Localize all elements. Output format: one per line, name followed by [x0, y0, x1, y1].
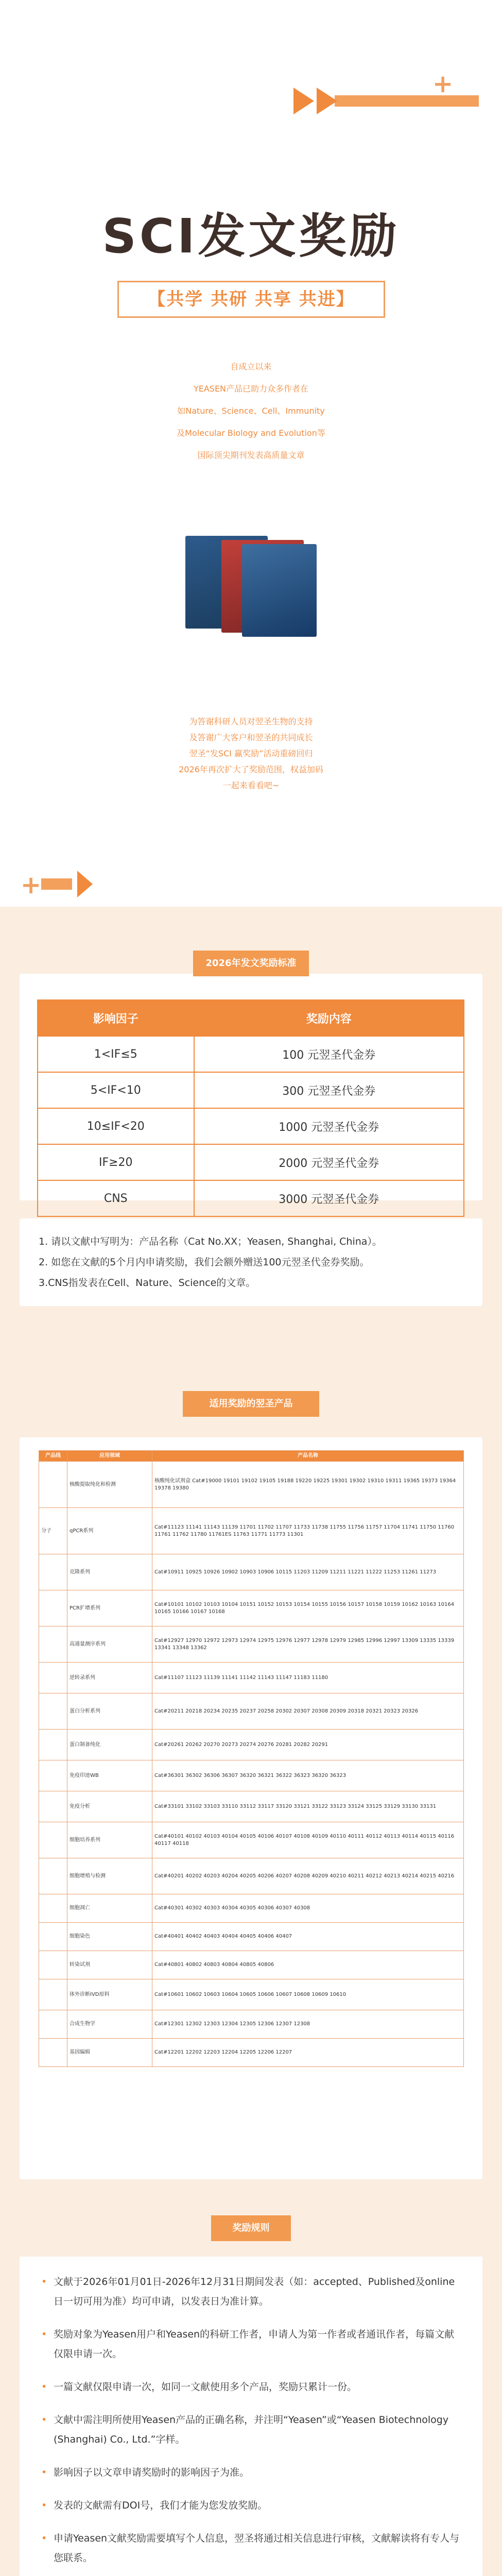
promo-line: 翌圣“发SCI 赢奖励”活动重磅回归 [189, 749, 313, 758]
product-field: 合成生物学 [67, 2010, 152, 2039]
product-field: 免疫印迹WB [67, 1760, 152, 1791]
product-line [39, 1730, 67, 1760]
journal-cover-3 [242, 544, 317, 637]
promo-line: 及答谢广大客户和翌圣的共同成长 [189, 733, 313, 742]
table-row [39, 1663, 464, 1693]
intro-line: 国际顶尖期刊发表高质量文章 [197, 450, 305, 460]
product-header: 产品名称 [152, 1451, 464, 1462]
product-names: Cat#20261 20262 20270 20273 20274 20276 20281 20282 20291 [152, 1730, 464, 1760]
intro-line: 及Molecular Biology and Evolution等 [177, 428, 325, 438]
product-names: Cat#36301 36302 36306 36307 36320 36321 36322 36323 36320 36323 [152, 1760, 464, 1791]
product-names: Cat#11107 11123 11139 11141 11142 11143 11147 11183 11180 [152, 1663, 464, 1693]
rate-if: IF≥20 [38, 1144, 194, 1180]
rate-if: 10≤IF<20 [38, 1108, 194, 1144]
promo-line: 一起来看看吧~ [222, 781, 280, 790]
product-line [39, 1822, 67, 1858]
product-field: 细胞染色 [67, 1923, 152, 1951]
product-names: Cat#10601 10602 10603 10604 10605 10606 10607 10608 10609 10610 [152, 1979, 464, 2010]
table-row [39, 1693, 464, 1730]
product-field: 逆转录系列 [67, 1663, 152, 1693]
rate-if: 5<IF<10 [38, 1072, 194, 1108]
intro-line: YEASEN产品已助力众多作者在 [193, 384, 309, 394]
product-names: Cat#20211 20218 20234 20235 20237 20258 20302 20307 20308 20309 20318 20321 20323 20326 [152, 1693, 464, 1730]
product-line [39, 2039, 67, 2067]
product-field: 细胞培养系列 [67, 1822, 152, 1858]
product-line [39, 1663, 67, 1693]
deco-bar-mid [41, 878, 72, 890]
table-row [39, 1822, 464, 1858]
product-line [39, 1626, 67, 1663]
table-row [38, 1036, 464, 1072]
rate-reward: 1000 元翌圣代金券 [194, 1108, 464, 1144]
product-names: Cat#33101 33102 33103 33110 33112 33117 33120 33121 33122 33123 33124 33125 33129 33130 33131 [152, 1791, 464, 1822]
product-line [39, 1791, 67, 1822]
page-title: SCI发文奖励 [102, 209, 400, 264]
deco-bar-top [335, 95, 479, 107]
deco-arrow-top [293, 88, 314, 114]
product-names: Cat#10911 10925 10926 10902 10903 10906 10115 11203 11209 11211 11221 11222 11253 11261 11273 [152, 1554, 464, 1590]
note: 1. 请以文献中写明为：产品名称（Cat No.XX；Yeasen, Shanghai, China）。 [39, 1236, 382, 1247]
product-names: 核酸纯化试剂盒 Cat#19000 19101 19102 19105 19188 19220 19225 19301 19302 19310 19311 19365 19373 19364 19378 19380 [152, 1462, 464, 1508]
rule-item: • 文献中需注明所使用Yeasen产品的正确名称，并注明“Yeasen”或“Yeasen Biotechnology (Shanghai) Co., Ltd.”字样。 [41, 2410, 463, 2449]
product-header: 应用领域 [67, 1451, 152, 1462]
product-line [39, 2010, 67, 2039]
table-row [39, 1858, 464, 1894]
note: 2. 如您在文献的5个月内申请奖励，我们会额外赠送100元翌圣代金券奖励。 [39, 1257, 370, 1268]
deco-plus-top: + [432, 70, 454, 98]
rule-item: • 发表的文献需有DOI号，我们才能为您发放奖励。 [41, 2496, 463, 2515]
promo-text [0, 714, 502, 793]
rule-item: • 申请Yeasen文献奖励需要填写个人信息，翌圣将通过相关信息进行审核，文献解读将有专人与您联系。 [41, 2529, 463, 2568]
rate-header: 影响因子 [38, 1000, 194, 1036]
table-row [39, 1554, 464, 1590]
rate-if: 1<IF≤5 [38, 1036, 194, 1072]
table-row [39, 2010, 464, 2039]
product-table [39, 1450, 464, 2067]
product-field: qPCR系列 [67, 1508, 152, 1554]
intro-line: 自成立以来 [230, 362, 272, 371]
product-field: 细胞凋亡 [67, 1894, 152, 1923]
product-line [39, 1462, 67, 1508]
rule-item: • 一篇文献仅限申请一次，如同一文献使用多个产品，奖励只累计一份。 [41, 2377, 463, 2397]
deco-arrow-mid [77, 871, 93, 897]
rate-table [37, 999, 464, 1217]
product-names: Cat#10101 10102 10103 10104 10151 10152 10153 10154 10155 10156 10157 10158 10159 10162 10163 10164 10165 10166 10167 10168 [152, 1590, 464, 1626]
product-line [39, 1693, 67, 1730]
journal-covers-image [185, 536, 317, 629]
table-row [39, 1979, 464, 2010]
product-line [39, 1979, 67, 2010]
table-row [39, 1894, 464, 1923]
page-subtitle: 【共学 共研 共享 共进】 [117, 281, 385, 318]
product-line [39, 1590, 67, 1626]
product-names: Cat#40401 40402 40403 40404 40405 40406 40407 [152, 1923, 464, 1951]
product-field: 核酸提取纯化和检测 [67, 1462, 152, 1508]
product-field: 细胞增殖与检测 [67, 1858, 152, 1894]
rules-list [41, 2272, 463, 2576]
product-names: Cat#40201 40202 40203 40204 40205 40206 40207 40208 40209 40210 40211 40212 40213 40214 40215 40216 [152, 1858, 464, 1894]
product-field: 高通量测序系列 [67, 1626, 152, 1663]
rate-if: CNS [38, 1180, 194, 1216]
note: 3.CNS指发表在Cell、Nature、Science的文章。 [39, 1277, 256, 1289]
product-field: 蛋白制备纯化 [67, 1730, 152, 1760]
deco-plus-mid: + [21, 871, 42, 900]
product-names: Cat#40301 40302 40303 40304 40305 40306 40307 40308 [152, 1894, 464, 1923]
product-names: Cat#12927 12970 12972 12973 12974 12975 12976 12977 12978 12979 12985 12996 12997 13309 13335 13339 13341 13348 13362 [152, 1626, 464, 1663]
product-names: Cat#11123 11141 11143 11139 11701 11702 11707 11733 11738 11755 11756 11757 11704 11741 11750 11760 11761 11762 11780 11761ES 11763 11771 11773 11301 [152, 1508, 464, 1554]
intro-text [0, 355, 502, 466]
table-row [38, 1180, 464, 1216]
product-field: 克隆系列 [67, 1554, 152, 1590]
table-row [39, 1590, 464, 1626]
table-row [39, 1508, 464, 1554]
table-row [39, 1462, 464, 1508]
table-row [39, 2039, 464, 2067]
product-field: 免疫分析 [67, 1791, 152, 1822]
product-line [39, 1554, 67, 1590]
promo-line: 2026年再次扩大了奖励范围，权益加码 [179, 765, 323, 774]
product-field: 蛋白分析系列 [67, 1693, 152, 1730]
product-section-title: 适用奖励的翌圣产品 [183, 1391, 319, 1417]
intro-line: 如Nature、Science、Cell、Immunity [177, 406, 325, 416]
product-field: 转染试剂 [67, 1951, 152, 1979]
product-line [39, 1894, 67, 1923]
product-header: 产品线 [39, 1451, 67, 1462]
product-field: 基因编辑 [67, 2039, 152, 2067]
promo-line: 为答谢科研人员对翌圣生物的支持 [189, 717, 313, 726]
product-line [39, 1923, 67, 1951]
table-row [39, 1760, 464, 1791]
table-row [38, 1072, 464, 1108]
product-names: Cat#40801 40802 40803 40804 40805 40806 [152, 1951, 464, 1979]
product-line [39, 1760, 67, 1791]
rule-item: • 影响因子以文章申请奖励时的影响因子为准。 [41, 2463, 463, 2482]
rule-item: • 文献于2026年01月01日-2026年12月31日期间发表（如：accepted、Published及online日一切可用为准）均可申请，以发表日为准计算。 [41, 2272, 463, 2311]
deco-arrow-top-2 [317, 88, 337, 114]
table-row [39, 1730, 464, 1760]
notes [39, 1231, 466, 1293]
table-row [39, 1791, 464, 1822]
rule-item: • 奖励对象为Yeasen用户和Yeasen的科研工作者，申请人为第一作者或者通讯作者，每篇文献仅限申请一次。 [41, 2325, 463, 2364]
product-names: Cat#12201 12202 12203 12204 12205 12206 12207 [152, 2039, 464, 2067]
rate-reward: 300 元翌圣代金券 [194, 1072, 464, 1108]
product-field: 体外诊断IVD原料 [67, 1979, 152, 2010]
product-line [39, 1858, 67, 1894]
product-line: 分子 [39, 1508, 67, 1554]
product-line [39, 1951, 67, 1979]
rate-reward: 2000 元翌圣代金券 [194, 1144, 464, 1180]
rate-reward: 3000 元翌圣代金券 [194, 1180, 464, 1216]
table-row [39, 1626, 464, 1663]
rate-reward: 100 元翌圣代金券 [194, 1036, 464, 1072]
product-field: PCR扩增系列 [67, 1590, 152, 1626]
product-names: Cat#40101 40102 40103 40104 40105 40106 40107 40108 40109 40110 40111 40112 40113 40114 40115 40116 40117 40118 [152, 1822, 464, 1858]
table-row [38, 1144, 464, 1180]
rate-header: 奖励内容 [194, 1000, 464, 1036]
rate-section-title: 2026年发文奖励标准 [193, 951, 309, 976]
table-row [39, 1923, 464, 1951]
table-row [38, 1108, 464, 1144]
rules-section-title: 奖励规则 [211, 2215, 291, 2241]
product-names: Cat#12301 12302 12303 12304 12305 12306 12307 12308 [152, 2010, 464, 2039]
table-row [39, 1951, 464, 1979]
